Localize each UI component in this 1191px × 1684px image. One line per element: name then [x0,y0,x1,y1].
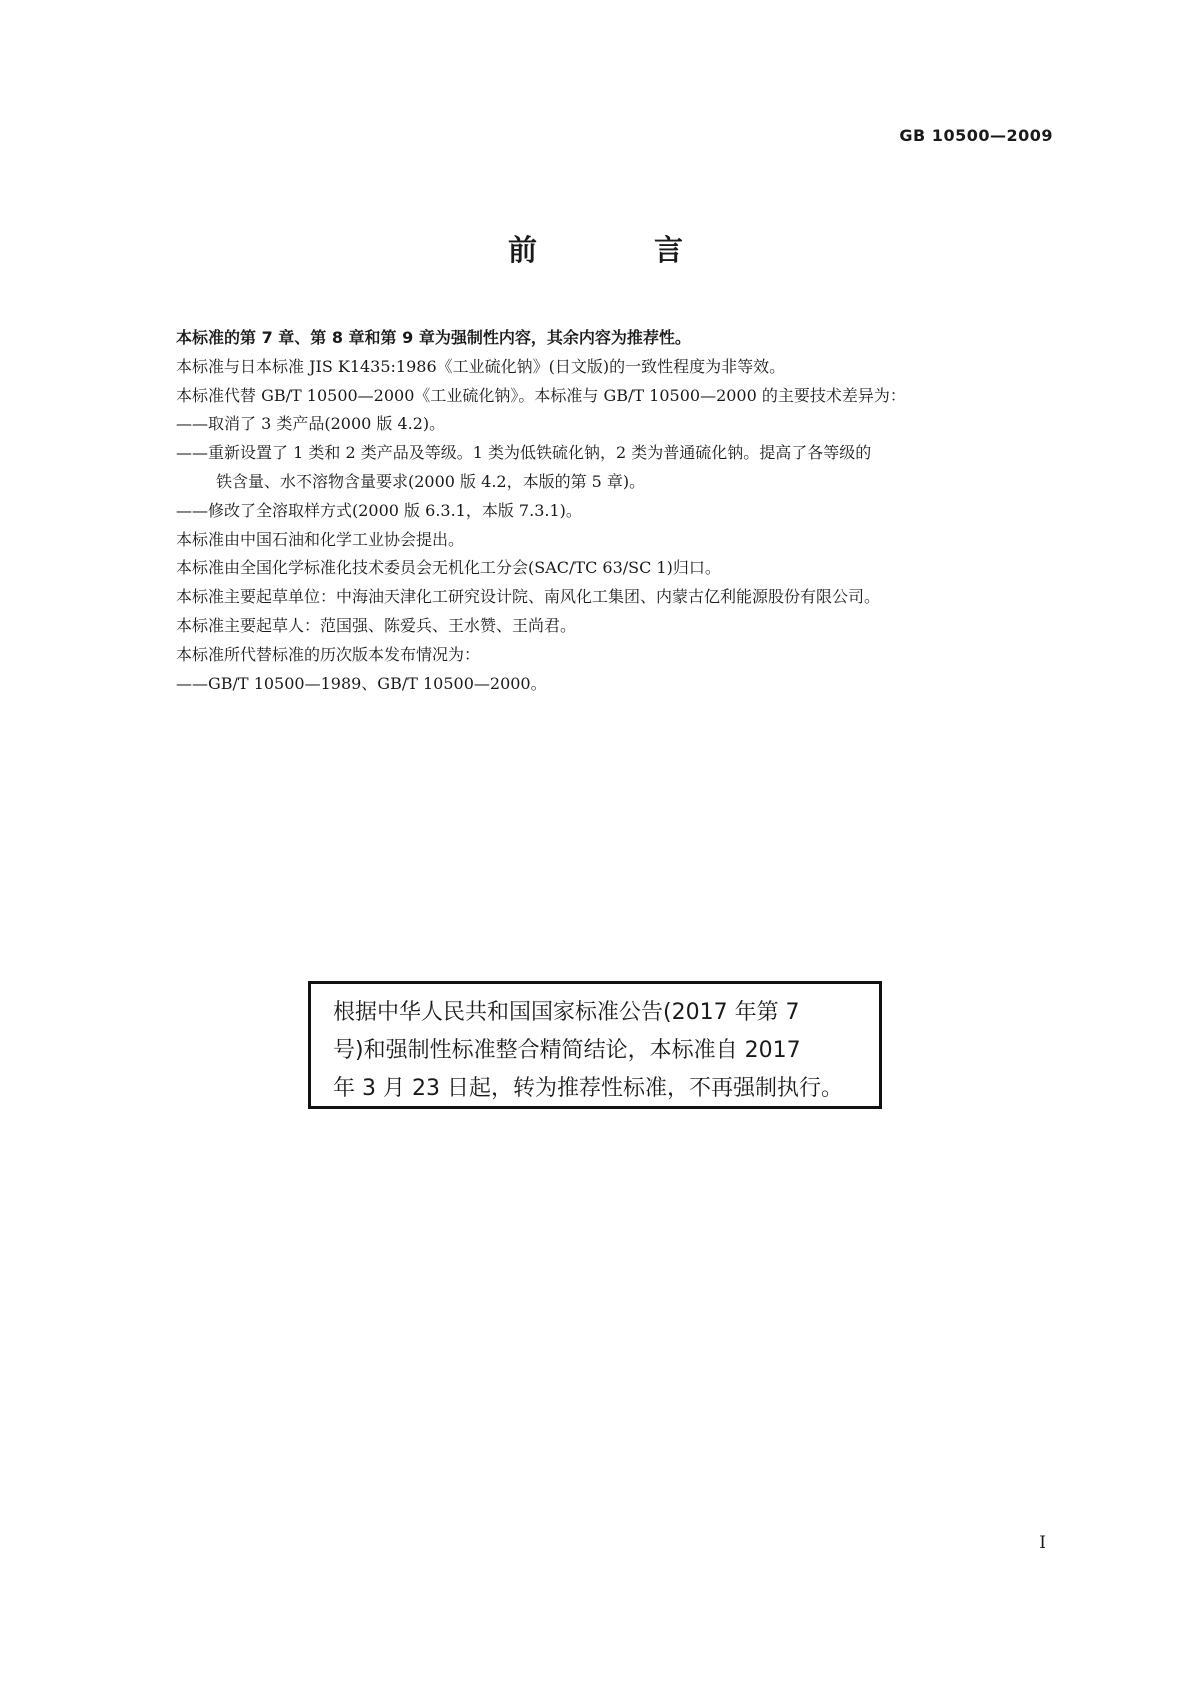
notice-line-3: 年 3 月 23 日起，转为推荐性标准，不再强制执行。 [333,1076,843,1101]
standard-code: GB 10500—2009 [899,126,1053,145]
change-item-1: ——取消了 3 类产品(2000 版 4.2)。 [176,414,446,434]
change-item-2-continued: 铁含量、水不溶物含量要求(2000 版 4.2，本版的第 5 章)。 [216,471,646,491]
paragraph-drafting-units: 本标准主要起草单位：中海油天津化工研究设计院、南风化工集团、内蒙古亿利能源股份有限公司。 [176,587,881,607]
page-title: 前 言 [507,233,727,267]
paragraph-replacement: 本标准代替 GB/T 10500—2000《工业硫化钠》。本标准与 GB/T 10500—2000 的主要技术差异为： [176,385,906,405]
history-item: ——GB/T 10500—1989、GB/T 10500—2000。 [176,673,547,693]
paragraph-history-intro: 本标准所代替标准的历次版本发布情况为： [176,644,481,664]
paragraph-proposer: 本标准由中国石油和化学工业协会提出。 [176,529,465,549]
change-item-3: ——修改了全溶取样方式(2000 版 6.3.1，本版 7.3.1)。 [176,500,582,520]
paragraph-committee: 本标准由全国化学标准化技术委员会无机化工分会(SAC/TC 63/SC 1)归口。 [176,558,721,578]
notice-line-2: 号)和强制性标准整合精简结论，本标准自 2017 [333,1038,801,1063]
foreword-body [176,324,1076,698]
paragraph-consistency: 本标准与日本标准 JIS K1435:1986《工业硫化钠》(日文版)的一致性程度为非等效。 [176,356,786,376]
notice-line-1: 根据中华人民共和国国家标准公告(2017 年第 7 [333,1000,800,1025]
paragraph-mandatory-scope: 本标准的第 7 章、第 8 章和第 9 章为强制性内容，其余内容为推荐性。 [176,328,691,347]
notice-box [308,981,882,1109]
change-item-2: ——重新设置了 1 类和 2 类产品及等级。1 类为低铁硫化钠，2 类为普通硫化钠。提高了各等级的 [176,443,872,463]
paragraph-drafters: 本标准主要起草人：范国强、陈爱兵、王水赞、王尚君。 [176,615,577,635]
page-number: I [1039,1533,1046,1553]
